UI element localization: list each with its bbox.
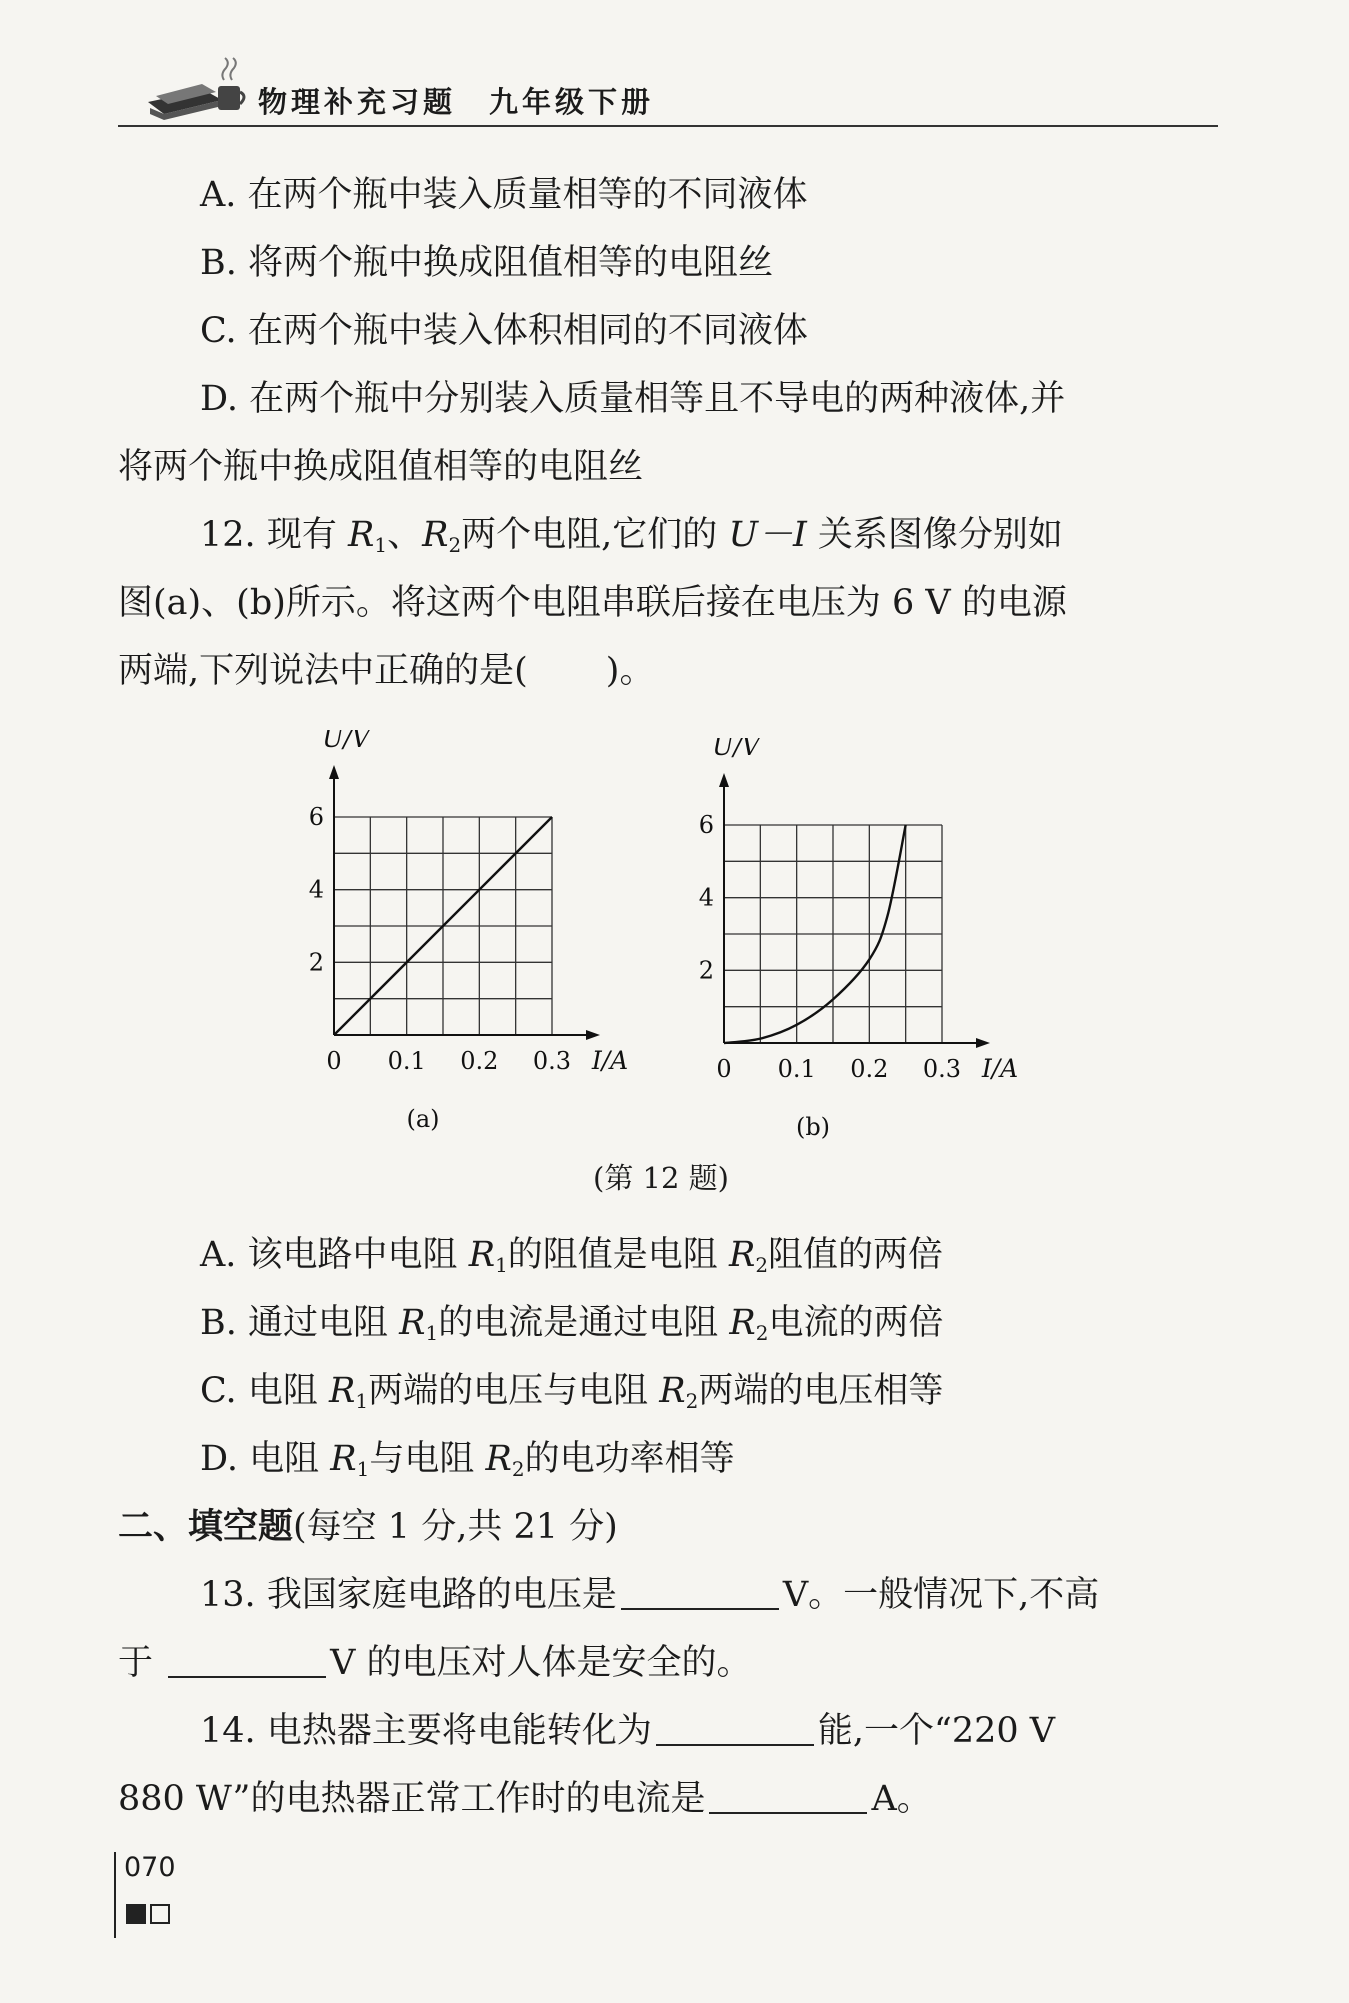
figure-caption: (第 12 题) xyxy=(593,1161,729,1195)
chart-b-y-axis-label: U/V xyxy=(712,738,760,761)
books-cup-icon xyxy=(142,56,252,126)
q12-stem-line1: 12. 现有 $R_1$、$R_2$两个电阻,它们的 U－I 关系图像分别如 xyxy=(200,515,1063,557)
q12-stem-line3: 两端,下列说法中正确的是( )。 xyxy=(118,651,655,691)
q12-option-a: A. 该电路中电阻 $R_1$的阻值是电阻 $R_2$阻值的两倍 xyxy=(200,1235,944,1277)
chart-a-y-tick-label: 2 xyxy=(308,948,324,977)
header-title: 物理补充习题 九年级下册 xyxy=(258,85,655,119)
footer-bar xyxy=(114,1852,116,1938)
chart-a-x-tick-label: 0 xyxy=(326,1047,342,1075)
q13-line1: 13. 我国家庭电路的电压是 V。一般情况下,不高 xyxy=(200,1575,1100,1615)
chart-a-svg xyxy=(300,730,640,1140)
q14-blank-1[interactable] xyxy=(656,1714,814,1746)
chart-b-y-tick-label: 2 xyxy=(698,956,714,985)
chart-a-x-tick-label: 0.2 xyxy=(460,1047,499,1075)
q11-option-c: C. 在两个瓶中装入体积相同的不同液体 xyxy=(200,311,808,351)
chart-b-y-arrow xyxy=(719,773,729,787)
chart-b-grid xyxy=(724,825,942,1043)
chart-b-y-tick-label: 4 xyxy=(698,883,714,912)
chart-b-x-tick-label: 0 xyxy=(716,1055,732,1083)
q13-line2: 于 V 的电压对人体是安全的。 xyxy=(118,1643,752,1683)
header-rule xyxy=(118,125,1218,127)
chart-b-x-tick-label: 0.1 xyxy=(777,1055,816,1083)
chart-a-labels xyxy=(309,730,628,1133)
q11-option-b: B. 将两个瓶中换成阻值相等的电阻丝 xyxy=(200,243,774,283)
chart-a-y-tick-label: 4 xyxy=(308,875,324,904)
section-2-heading: 二、填空题(每空 1 分,共 21 分) xyxy=(118,1506,618,1547)
chart-b-svg xyxy=(690,738,1030,1148)
chart-b-x-axis-label: I/A xyxy=(981,1054,1019,1083)
chart-b xyxy=(690,738,1030,1152)
q12-option-d: D. 电阻 $R_1$与电阻 $R_2$的电功率相等 xyxy=(200,1439,735,1481)
q12-option-c: C. 电阻 $R_1$两端的电压与电阻 $R_2$两端的电压相等 xyxy=(200,1371,944,1413)
chart-b-subfigure-label: (b) xyxy=(795,1113,831,1141)
q14-line1: 14. 电热器主要将电能转化为 能,一个“220 V xyxy=(200,1711,1056,1751)
q11-option-d-cont: 将两个瓶中换成阻值相等的电阻丝 xyxy=(118,447,644,487)
q12-option-b: B. 通过电阻 $R_1$的电流是通过电阻 $R_2$电流的两倍 xyxy=(200,1303,944,1345)
chart-a-subfigure-label: (a) xyxy=(406,1105,440,1133)
chart-b-y-tick-label: 6 xyxy=(698,811,714,839)
chart-a-y-tick-label: 6 xyxy=(308,803,324,831)
q11-option-a: A. 在两个瓶中装入质量相等的不同液体 xyxy=(200,175,808,215)
q11-option-d: D. 在两个瓶中分别装入质量相等且不导电的两种液体,并 xyxy=(200,379,1066,419)
chart-b-x-tick-label: 0.3 xyxy=(922,1055,962,1083)
chart-b-x-arrow xyxy=(976,1038,990,1048)
chart-b-x-tick-label: 0.2 xyxy=(850,1055,889,1083)
chart-a-x-axis-label: I/A xyxy=(591,1046,629,1075)
chart-a-x-tick-label: 0.1 xyxy=(387,1047,426,1075)
empty-square-icon xyxy=(150,1904,170,1924)
q12-stem-line2: 图(a)、(b)所示。将这两个电阻串联后接在电压为 6 V 的电源 xyxy=(118,583,1067,623)
page-number: 070 xyxy=(124,1852,176,1883)
chart-a-x-tick-label: 0.3 xyxy=(532,1047,572,1075)
q13-blank-2[interactable] xyxy=(168,1646,326,1678)
q14-blank-2[interactable] xyxy=(709,1782,867,1814)
q13-blank-1[interactable] xyxy=(621,1578,779,1610)
q14-line2: 880 W”的电热器正常工作时的电流是 A。 xyxy=(118,1779,932,1819)
chart-a-y-axis-label: U/V xyxy=(322,730,370,753)
chart-b-labels xyxy=(699,738,1018,1141)
filled-square-icon xyxy=(126,1904,146,1924)
chart-a-y-arrow xyxy=(329,765,339,779)
chart-a xyxy=(300,730,640,1144)
page-header xyxy=(118,44,1218,129)
chart-a-x-arrow xyxy=(586,1030,600,1040)
